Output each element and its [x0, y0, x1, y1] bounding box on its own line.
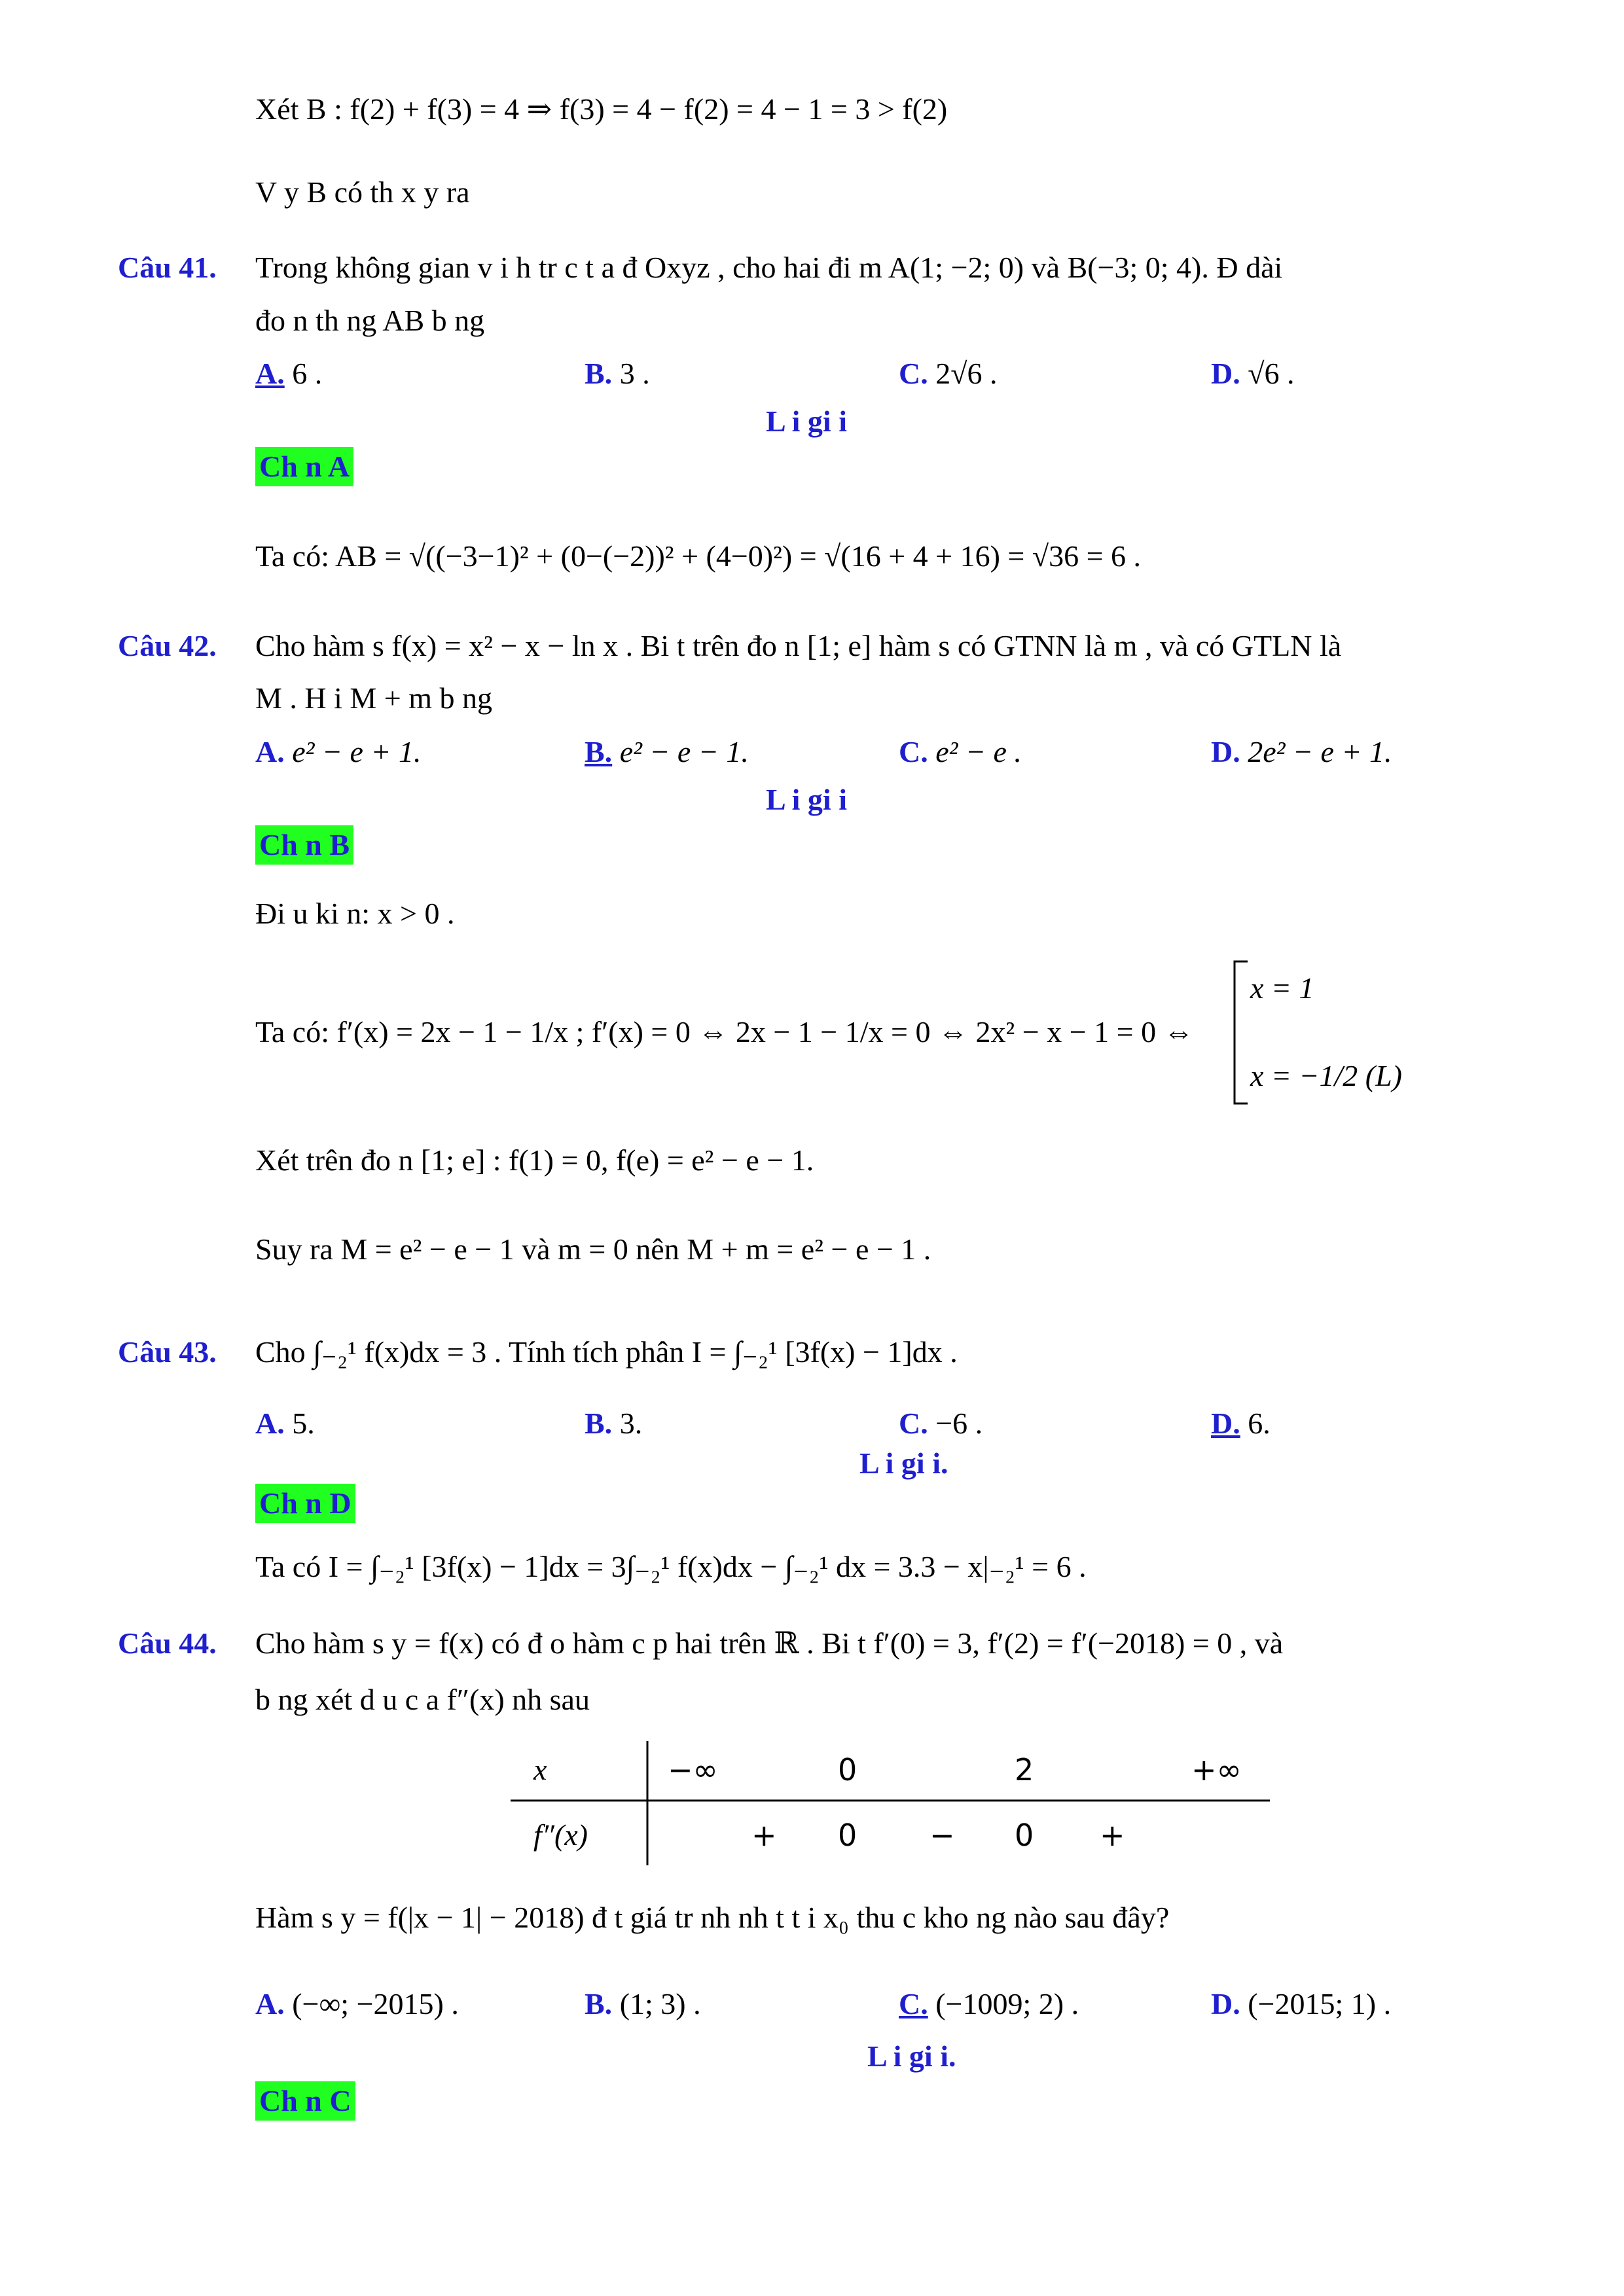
option-letter: A.: [255, 1407, 285, 1440]
q43-option-b: [585, 1403, 642, 1444]
option-value: 2e² − e + 1.: [1248, 735, 1392, 768]
q42-option-a: [255, 731, 421, 773]
q42-option-c: [899, 731, 1022, 773]
sign-table-fpp-label: f″(x): [533, 1818, 588, 1852]
option-value: 3.: [619, 1407, 643, 1440]
q42-solution-line1: Đi u ki n: x > 0 .: [255, 897, 455, 930]
q42-case-root2: x = −1/2 (L): [1250, 1059, 1402, 1092]
option-letter: C.: [899, 357, 928, 390]
q44-option-c: [899, 1983, 1079, 2025]
sign-table-x-pos-inf: +∞: [1191, 1752, 1242, 1787]
option-letter: A.: [255, 735, 285, 768]
q44-option-d: [1211, 1983, 1391, 2025]
option-value: e² − e .: [935, 735, 1022, 768]
option-value: (1; 3) .: [619, 1987, 701, 2020]
question-41-text-line1: Trong không gian v i h tr c t a đ Oxyz , cho hai đi m A(1; −2; 0) và B(−3; 0; 4). Đ dài: [255, 251, 1283, 284]
option-value: 6 .: [292, 357, 323, 390]
q42-solution-line3: Xét trên đo n [1; e] : f(1) = 0, f(e) = e² − e − 1.: [255, 1143, 814, 1177]
q41-option-a: [255, 353, 322, 395]
q43-option-a: [255, 1403, 315, 1444]
q44-answer-choice: Ch n C: [255, 2081, 355, 2121]
option-value: (−1009; 2) .: [935, 1987, 1079, 2020]
question-41-text-line2: đo n th ng AB b ng: [255, 304, 485, 337]
option-letter: D.: [1211, 357, 1240, 390]
q41-answer-choice: Ch n A: [255, 447, 353, 486]
option-letter: B.: [585, 357, 613, 390]
sign-table-grid: [511, 1741, 1270, 1872]
sign-table: [511, 1741, 1270, 1872]
option-letter: C.: [899, 735, 928, 768]
question-44-text-line1: Cho hàm s y = f(x) có đ o hàm c p hai trên ℝ . Bi t f′(0) = 3, f′(2) = f′(−2018) = 0 , và: [255, 1626, 1284, 1660]
option-value: 3 .: [619, 357, 650, 390]
q43-option-d: [1211, 1403, 1271, 1444]
prev-solution-conclusion: V y B có th x y ra: [255, 175, 470, 209]
sign-table-sign-1: +: [751, 1818, 777, 1853]
question-44-label: Câu 44.: [118, 1626, 217, 1660]
option-value: (−2015; 1) .: [1248, 1987, 1392, 2020]
option-value: √6 .: [1248, 357, 1295, 390]
option-letter: A.: [255, 357, 285, 390]
sign-table-sign-3: −: [929, 1818, 955, 1853]
question-44-text-line3: Hàm s y = f(|x − 1| − 2018) đ t giá tr nh nh t t i x₀ thu c kho ng nào sau đây?: [255, 1901, 1170, 1934]
option-letter: D.: [1211, 1407, 1240, 1440]
q44-solution-heading: L i gi i.: [867, 2039, 956, 2073]
question-43-label: Câu 43.: [118, 1335, 217, 1369]
question-42-text-line2: M . H i M + m b ng: [255, 681, 493, 715]
q44-option-a: [255, 1983, 459, 2025]
q42-solution-line2: Ta có: f′(x) = 2x − 1 − 1/x ; f′(x) = 0 ⇔ 2x − 1 − 1/x = 0 ⇔ 2x² − x − 1 = 0 ⇔: [255, 1015, 1194, 1049]
option-value: e² − e + 1.: [292, 735, 422, 768]
question-42-label: Câu 42.: [118, 629, 217, 662]
option-value: e² − e − 1.: [619, 735, 749, 768]
q42-option-d: [1211, 731, 1392, 773]
option-value: 6.: [1248, 1407, 1271, 1440]
option-letter: B.: [585, 735, 613, 768]
q43-solution-line1: Ta có I = ∫₋₂¹ [3f(x) − 1]dx = 3∫₋₂¹ f(x)dx − ∫₋₂¹ dx = 3.3 − x|₋₂¹ = 6 .: [255, 1550, 1087, 1583]
option-letter: B.: [585, 1407, 613, 1440]
q42-option-b: [585, 731, 749, 773]
sign-table-x-neg-inf: −∞: [668, 1752, 718, 1787]
option-value: 5.: [292, 1407, 315, 1440]
q42-solution-line4: Suy ra M = e² − e − 1 và m = 0 nên M + m = e² − e − 1 .: [255, 1232, 931, 1266]
sign-table-x-label: x: [533, 1753, 547, 1786]
q41-option-d: [1211, 353, 1294, 395]
sign-table-x-zero: 0: [838, 1752, 857, 1787]
question-41-label: Câu 41.: [118, 251, 217, 284]
q42-answer-choice: Ch n B: [255, 825, 353, 865]
q43-solution-heading: L i gi i.: [859, 1446, 948, 1480]
prev-solution-line: Xét B : f(2) + f(3) = 4 ⇒ f(3) = 4 − f(2) = 4 − 1 = 3 > f(2): [255, 92, 948, 126]
q43-answer-choice: Ch n D: [255, 1484, 355, 1523]
option-letter: D.: [1211, 735, 1240, 768]
q41-option-c: [899, 353, 997, 395]
q44-option-b: [585, 1983, 701, 2025]
system-bracket: [1231, 959, 1250, 1106]
question-44-text-line2: b ng xét d u c a f″(x) nh sau: [255, 1683, 590, 1716]
option-letter: A.: [255, 1987, 285, 2020]
sign-table-sign-4: 0: [1015, 1818, 1034, 1853]
option-value: 2√6 .: [935, 357, 998, 390]
sign-table-x-two: 2: [1015, 1752, 1034, 1787]
question-43-text: Cho ∫₋₂¹ f(x)dx = 3 . Tính tích phân I = ∫₋₂¹ [3f(x) − 1]dx .: [255, 1335, 958, 1369]
option-letter: C.: [899, 1407, 928, 1440]
q42-solution-heading: L i gi i: [766, 783, 847, 816]
sign-table-sign-2: 0: [838, 1818, 857, 1853]
option-letter: B.: [585, 1987, 613, 2020]
question-42-text-line1: Cho hàm s f(x) = x² − x − ln x . Bi t trên đo n [1; e] hàm s có GTNN là m , và có GTLN là: [255, 629, 1342, 662]
q43-option-c: [899, 1403, 983, 1444]
q41-option-b: [585, 353, 650, 395]
q42-case-root1: x = 1: [1250, 971, 1314, 1005]
option-letter: C.: [899, 1987, 928, 2020]
q41-solution-line1: Ta có: AB = √((−3−1)² + (0−(−2))² + (4−0)²) = √(16 + 4 + 16) = √36 = 6 .: [255, 539, 1142, 573]
option-letter: D.: [1211, 1987, 1240, 2020]
q41-solution-heading: L i gi i: [766, 404, 847, 438]
option-value: (−∞; −2015) .: [292, 1987, 459, 2020]
option-value: −6 .: [935, 1407, 983, 1440]
sign-table-sign-5: +: [1100, 1818, 1125, 1853]
